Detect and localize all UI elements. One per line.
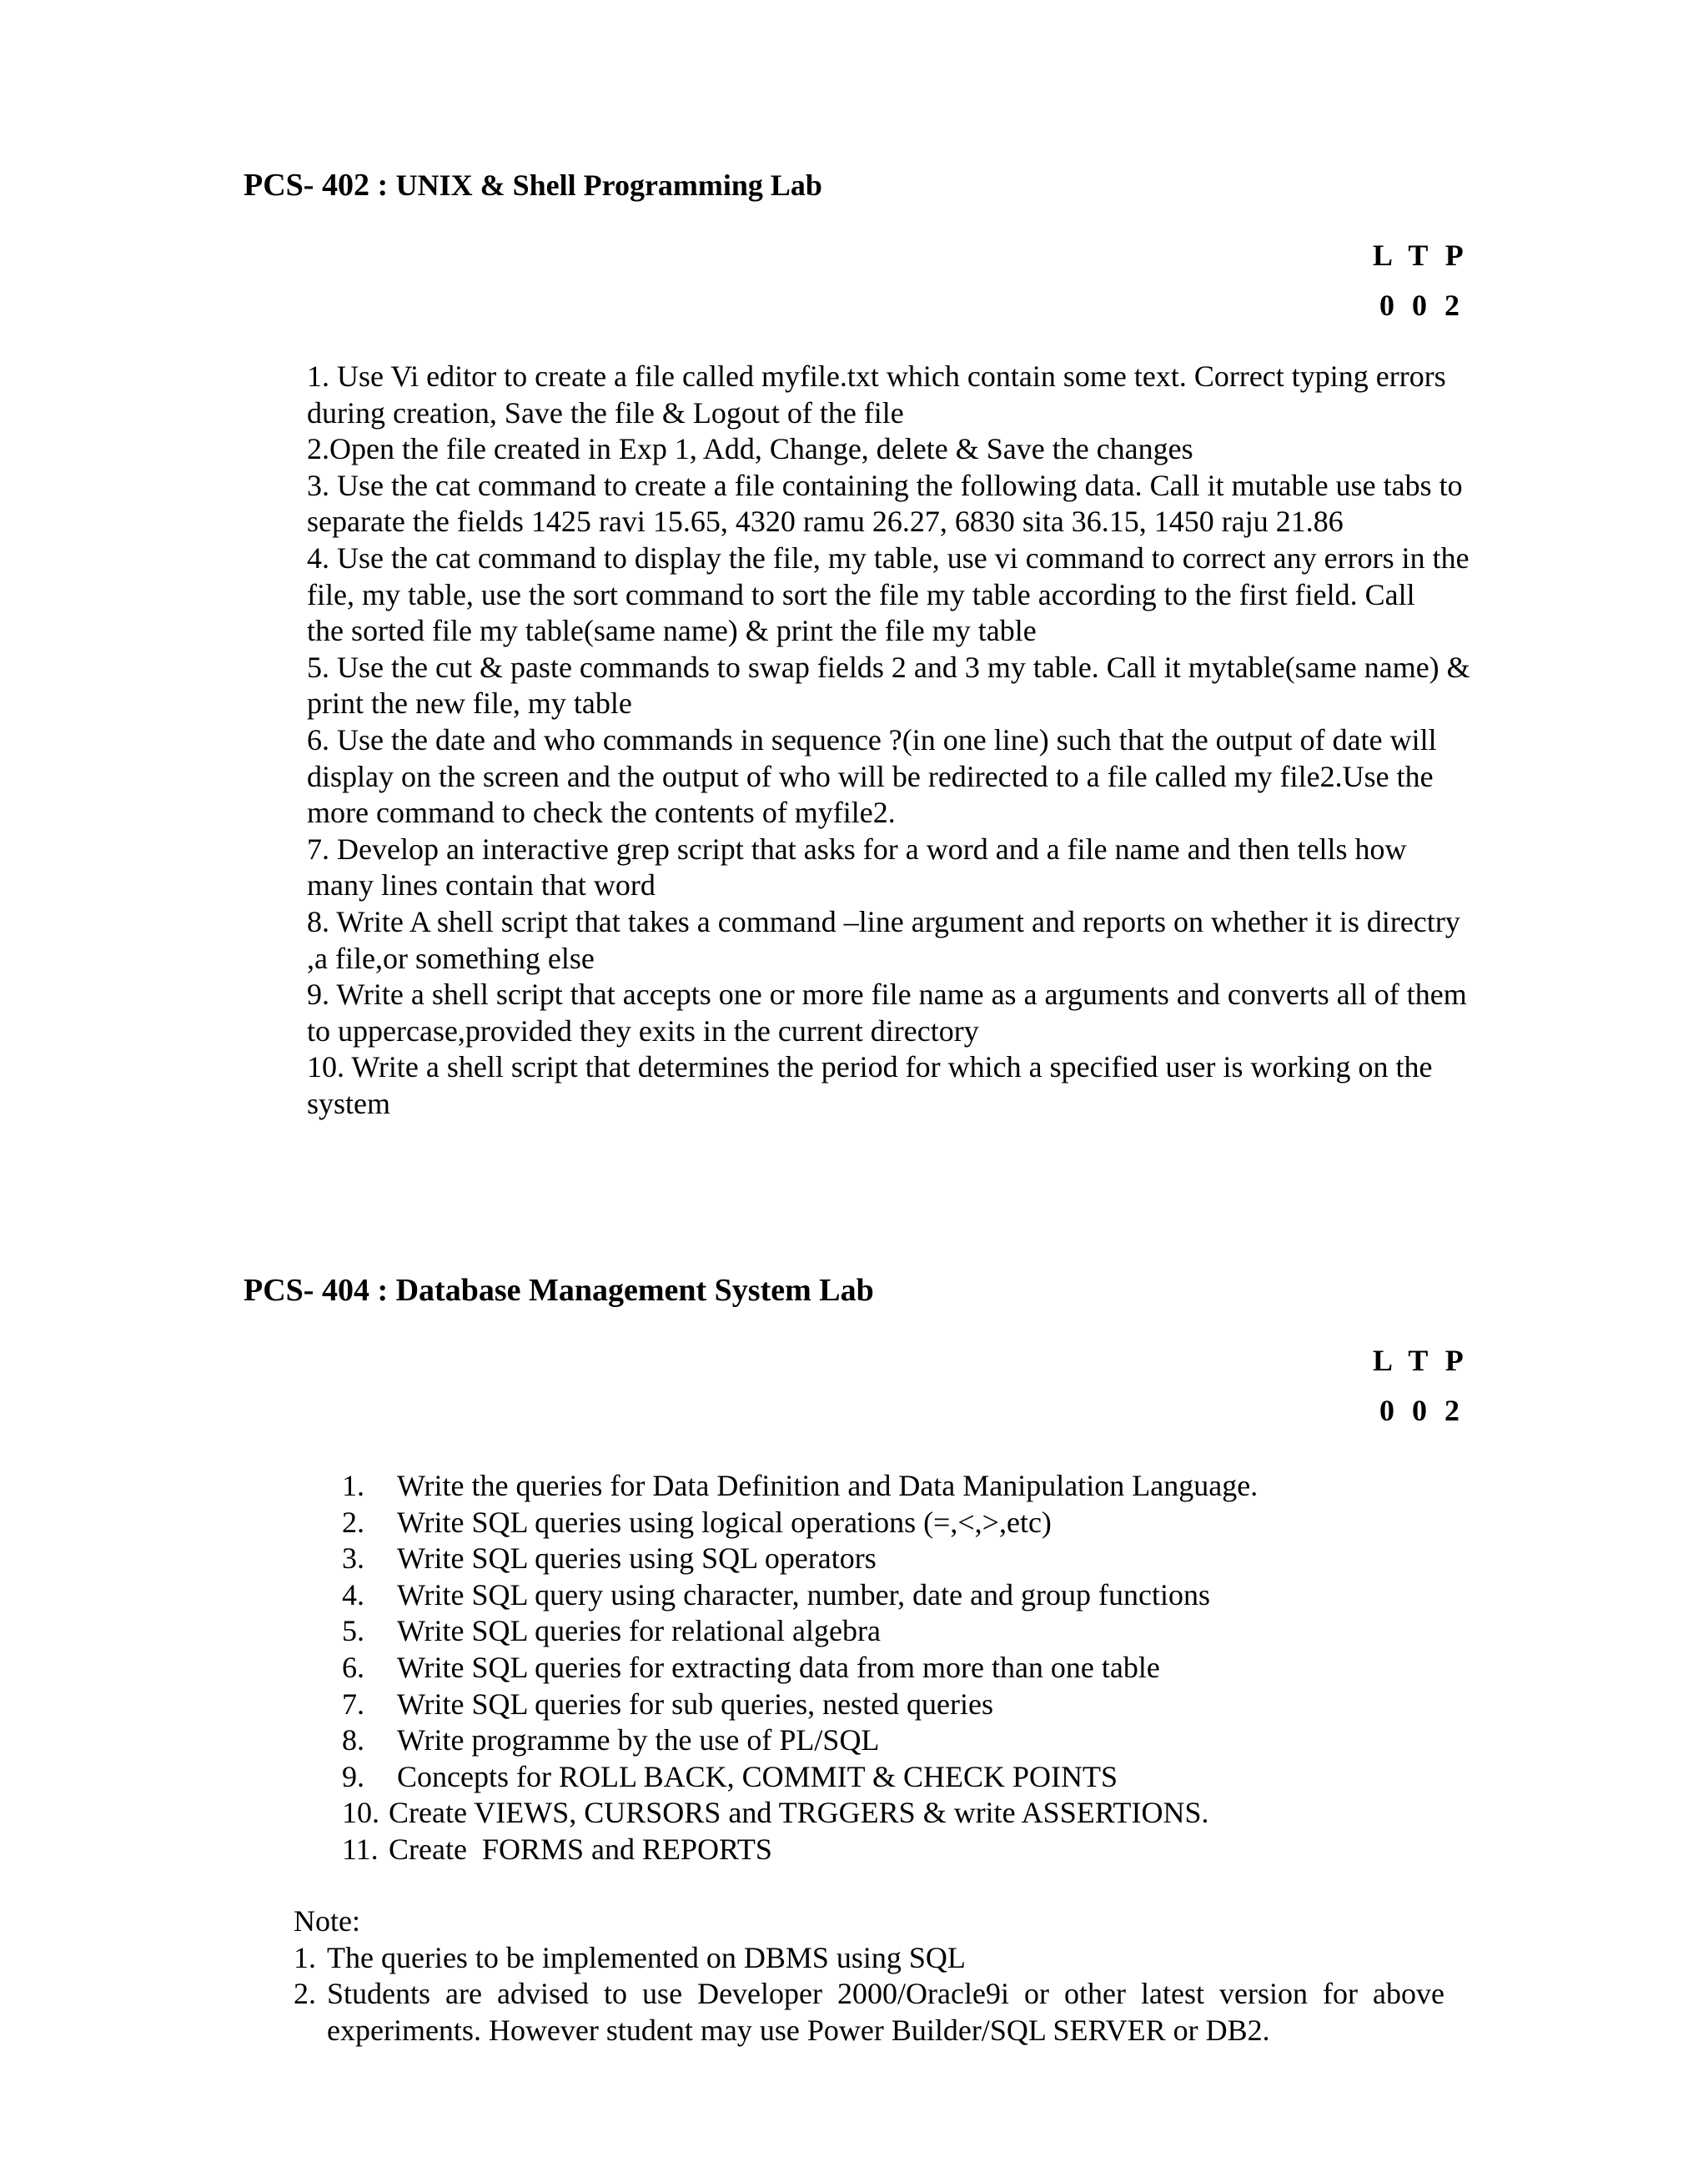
list-item [342,1468,1426,1505]
list-item-text: Write SQL queries for sub queries, nested queries [397,1687,994,1721]
experiment-item: 3. Use the cat command to create a file containing the following data. Call it mutable use tabs to separate the fields 1425 ravi 15.65, 4320 ramu 26.27, 6830 sita 36.15, 1450 raju 21.86 [307,468,1463,539]
experiment-item: 7. Develop an interactive grep script that asks for a word and a file name and then tells how many lines contain that word [307,832,1407,903]
experiment-item: 4. Use the cat command to display the file, my table, use vi command to correct any errors in the file, my table, use the sort command to sort the file my table according to the first field. Call [307,540,1469,611]
list-item-text: Write SQL query using character, number, date and group functions [397,1577,1211,1611]
note-item-text: Students are advised to use Developer 2000/Oracle9i or other latest version for above experiments. However student may use Power Builder/SQL SERVER or DB2. [327,1977,1444,2047]
experiment-item: 5. Use the cut & paste commands to swap fields 2 and 3 my table. Call it mytable(same name) & print the new file, my table [307,650,1470,721]
list-item-text: Write SQL queries using SQL operators [397,1541,877,1576]
list-item-number: 4. [342,1577,364,1611]
note-item-number: 1. [294,1940,316,1974]
list-item-text: Write SQL queries using logical operations (=,<,>,etc) [397,1505,1052,1539]
list-item [342,1650,1426,1687]
ltp-header: L T P [1373,239,1469,272]
list-item [342,1759,1426,1796]
list-item-text: Create VIEWS, CURSORS and TRGGERS & write ASSERTIONS. [389,1796,1209,1830]
list-item-number: 1. [342,1469,364,1502]
list-item-number: 8. [342,1723,364,1757]
list-item-text: Write SQL queries for extracting data from more than one table [397,1650,1160,1684]
course-name: UNIX & Shell Programming Lab [395,168,822,202]
list-item-number: 2. [342,1505,364,1539]
course-title-pcs402 [244,167,822,204]
experiment-item: 10. Write a shell script that determines the period for which a specified user is working on the system [307,1050,1433,1120]
ltp-values: 0 0 2 [1379,289,1464,322]
note-item-number: 2. [294,1977,316,2011]
experiment-item: 2.Open the file created in Exp 1, Add, Change, delete & Save the changes [307,432,1193,466]
list-item [342,1541,1426,1577]
list-item [342,1832,1426,1868]
unix-experiment-list [307,359,1474,1122]
ltp-values: 0 0 2 [1379,1394,1464,1427]
list-item-number: 3. [342,1541,364,1576]
experiment-item: 6. Use the date and who commands in sequence ?(in one line) such that the output of date will display on the screen and the output of who will be redirected to a file called my file2.Use the more command to check the contents of myfile2. [307,722,1437,830]
list-item-text: Concepts for ROLL BACK, COMMIT & CHECK POINTS [397,1759,1118,1793]
experiment-item: 8. Write A shell script that takes a command –line argument and reports on whether it is directry ,a file,or something else [307,904,1460,975]
list-item-number: 11. [342,1832,379,1866]
list-item-number: 5. [342,1614,364,1648]
note-item [294,1940,1444,1977]
experiment-item: 1. Use Vi editor to create a file called myfile.txt which contain some text. Correct typing errors during creation, Save the file & Logout of the file [307,359,1446,430]
list-item [342,1795,1426,1832]
experiment-item: the sorted file my table(same name) & print the file my table [307,614,1037,648]
list-item-number: 10. [342,1796,379,1830]
dbms-experiment-list [342,1468,1426,1868]
note-label: Note: [294,1904,360,1938]
course-code: PCS- 402 : [244,168,389,203]
list-item-number: 9. [342,1759,364,1793]
list-item-text: Create FORMS and REPORTS [389,1832,772,1866]
list-item [342,1613,1426,1650]
course-title-pcs404: PCS- 404 : Database Management System Lab [244,1273,874,1308]
note-section [294,1903,1444,2049]
list-item [342,1722,1426,1759]
list-item-text: Write SQL queries for relational algebra [397,1614,881,1648]
list-item [342,1505,1426,1541]
list-item-text: Write the queries for Data Definition and Data Manipulation Language. [397,1469,1258,1502]
note-item [294,1976,1444,2049]
list-item-number: 6. [342,1650,364,1684]
list-item [342,1577,1426,1614]
list-item [342,1687,1426,1723]
ltp-header: L T P [1373,1344,1469,1377]
list-item-number: 7. [342,1687,364,1721]
experiment-item: 9. Write a shell script that accepts one or more file name as a arguments and converts all of them to uppercase,provided they exits in the current directory [307,978,1467,1048]
list-item-text: Write programme by the use of PL/SQL [397,1723,880,1757]
note-item-text: The queries to be implemented on DBMS using SQL [327,1940,966,1974]
